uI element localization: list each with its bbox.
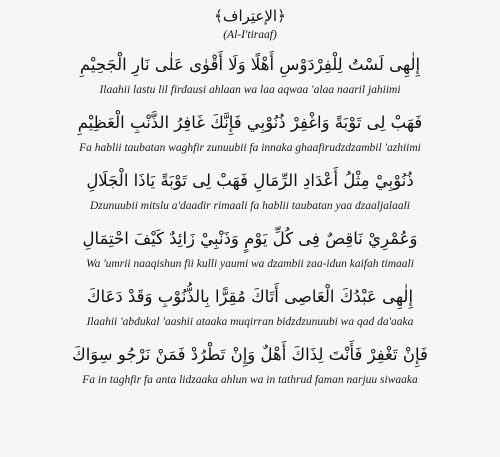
verse-arabic: إِلٰهِى عَبْدُكَ الْعَاصِى أَتَاكَ مُقِرًّا بِالذُّنُوْبِ وَقَدْ دَعَاكَ xyxy=(86,287,414,306)
verse-arabic: فَإِنْ تَغْفِرْ فَأَنْتَ لِذَاكَ أَهْلٌ وَإِنْ تَطْرُدْ فَمَنْ نَرْجُو سِوَاكَ xyxy=(72,345,428,364)
verse-transliteration: Ilaahii lastu lil firdausi ahlaan wa laa aqwaa 'alaa naaril jahiimi xyxy=(99,84,401,96)
verse-arabic: ذُنُوْبِيْ مِثْلُ أَعْدَادِ الرِّمَالِ فَهَبْ لِى تَوْبَةً يَاذَا الْجَلَالِ xyxy=(86,171,414,190)
verse-6 xyxy=(10,338,490,396)
verse-transliteration: Fa hablii taubatan waghfir zunuubii fa innaka ghaafirudzdzambil 'azhiimi xyxy=(79,142,421,154)
verse-5 xyxy=(10,280,490,338)
verse-1 xyxy=(10,48,490,106)
verse-4 xyxy=(10,222,490,280)
verse-transliteration: Dzunuubii mitslu a'daadir rimaali fa hablii taubatan yaa dzaaljalaali xyxy=(89,200,410,212)
verse-arabic: إِلٰهِى لَسْتُ لِلْفِرْدَوْسِ أَهْلًا وَلَا أَقْوٰى عَلٰى نَارِ الْجَحِيْمِ xyxy=(79,55,421,74)
verse-transliteration: Wa 'umrii naaqishun fii kulli yaumi wa dzambii zaa-idun kaifah timaali xyxy=(86,258,414,270)
verse-arabic: فَهَبْ لِى تَوْبَةً وَاغْفِرْ ذُنُوْبِي فَإِنَّكَ غَافِرُ الذَّنْبِ الْعَظِيْمِ xyxy=(77,113,423,132)
verse-transliteration: Fa in taghfir fa anta lidzaaka ahlun wa in tathrud faman narjuu siwaaka xyxy=(82,374,418,386)
poem-subtitle: (Al-I'tiraaf) xyxy=(223,29,277,41)
verse-2 xyxy=(10,106,490,164)
verse-transliteration: Ilaahii 'abdukal 'aashii ataaka muqirran bidzdzunuubi wa qad da'aaka xyxy=(86,316,414,328)
poem-title: ﴿الإعتِراف﴾ xyxy=(214,7,286,25)
verse-arabic: وَعُمْرِيْ نَاقِصٌ فِى كُلِّ يَوْمٍ وَذَنْبِيْ زَائِدٌ كَيْفَ احْتِمَالِ xyxy=(82,229,418,248)
verse-3 xyxy=(10,164,490,222)
